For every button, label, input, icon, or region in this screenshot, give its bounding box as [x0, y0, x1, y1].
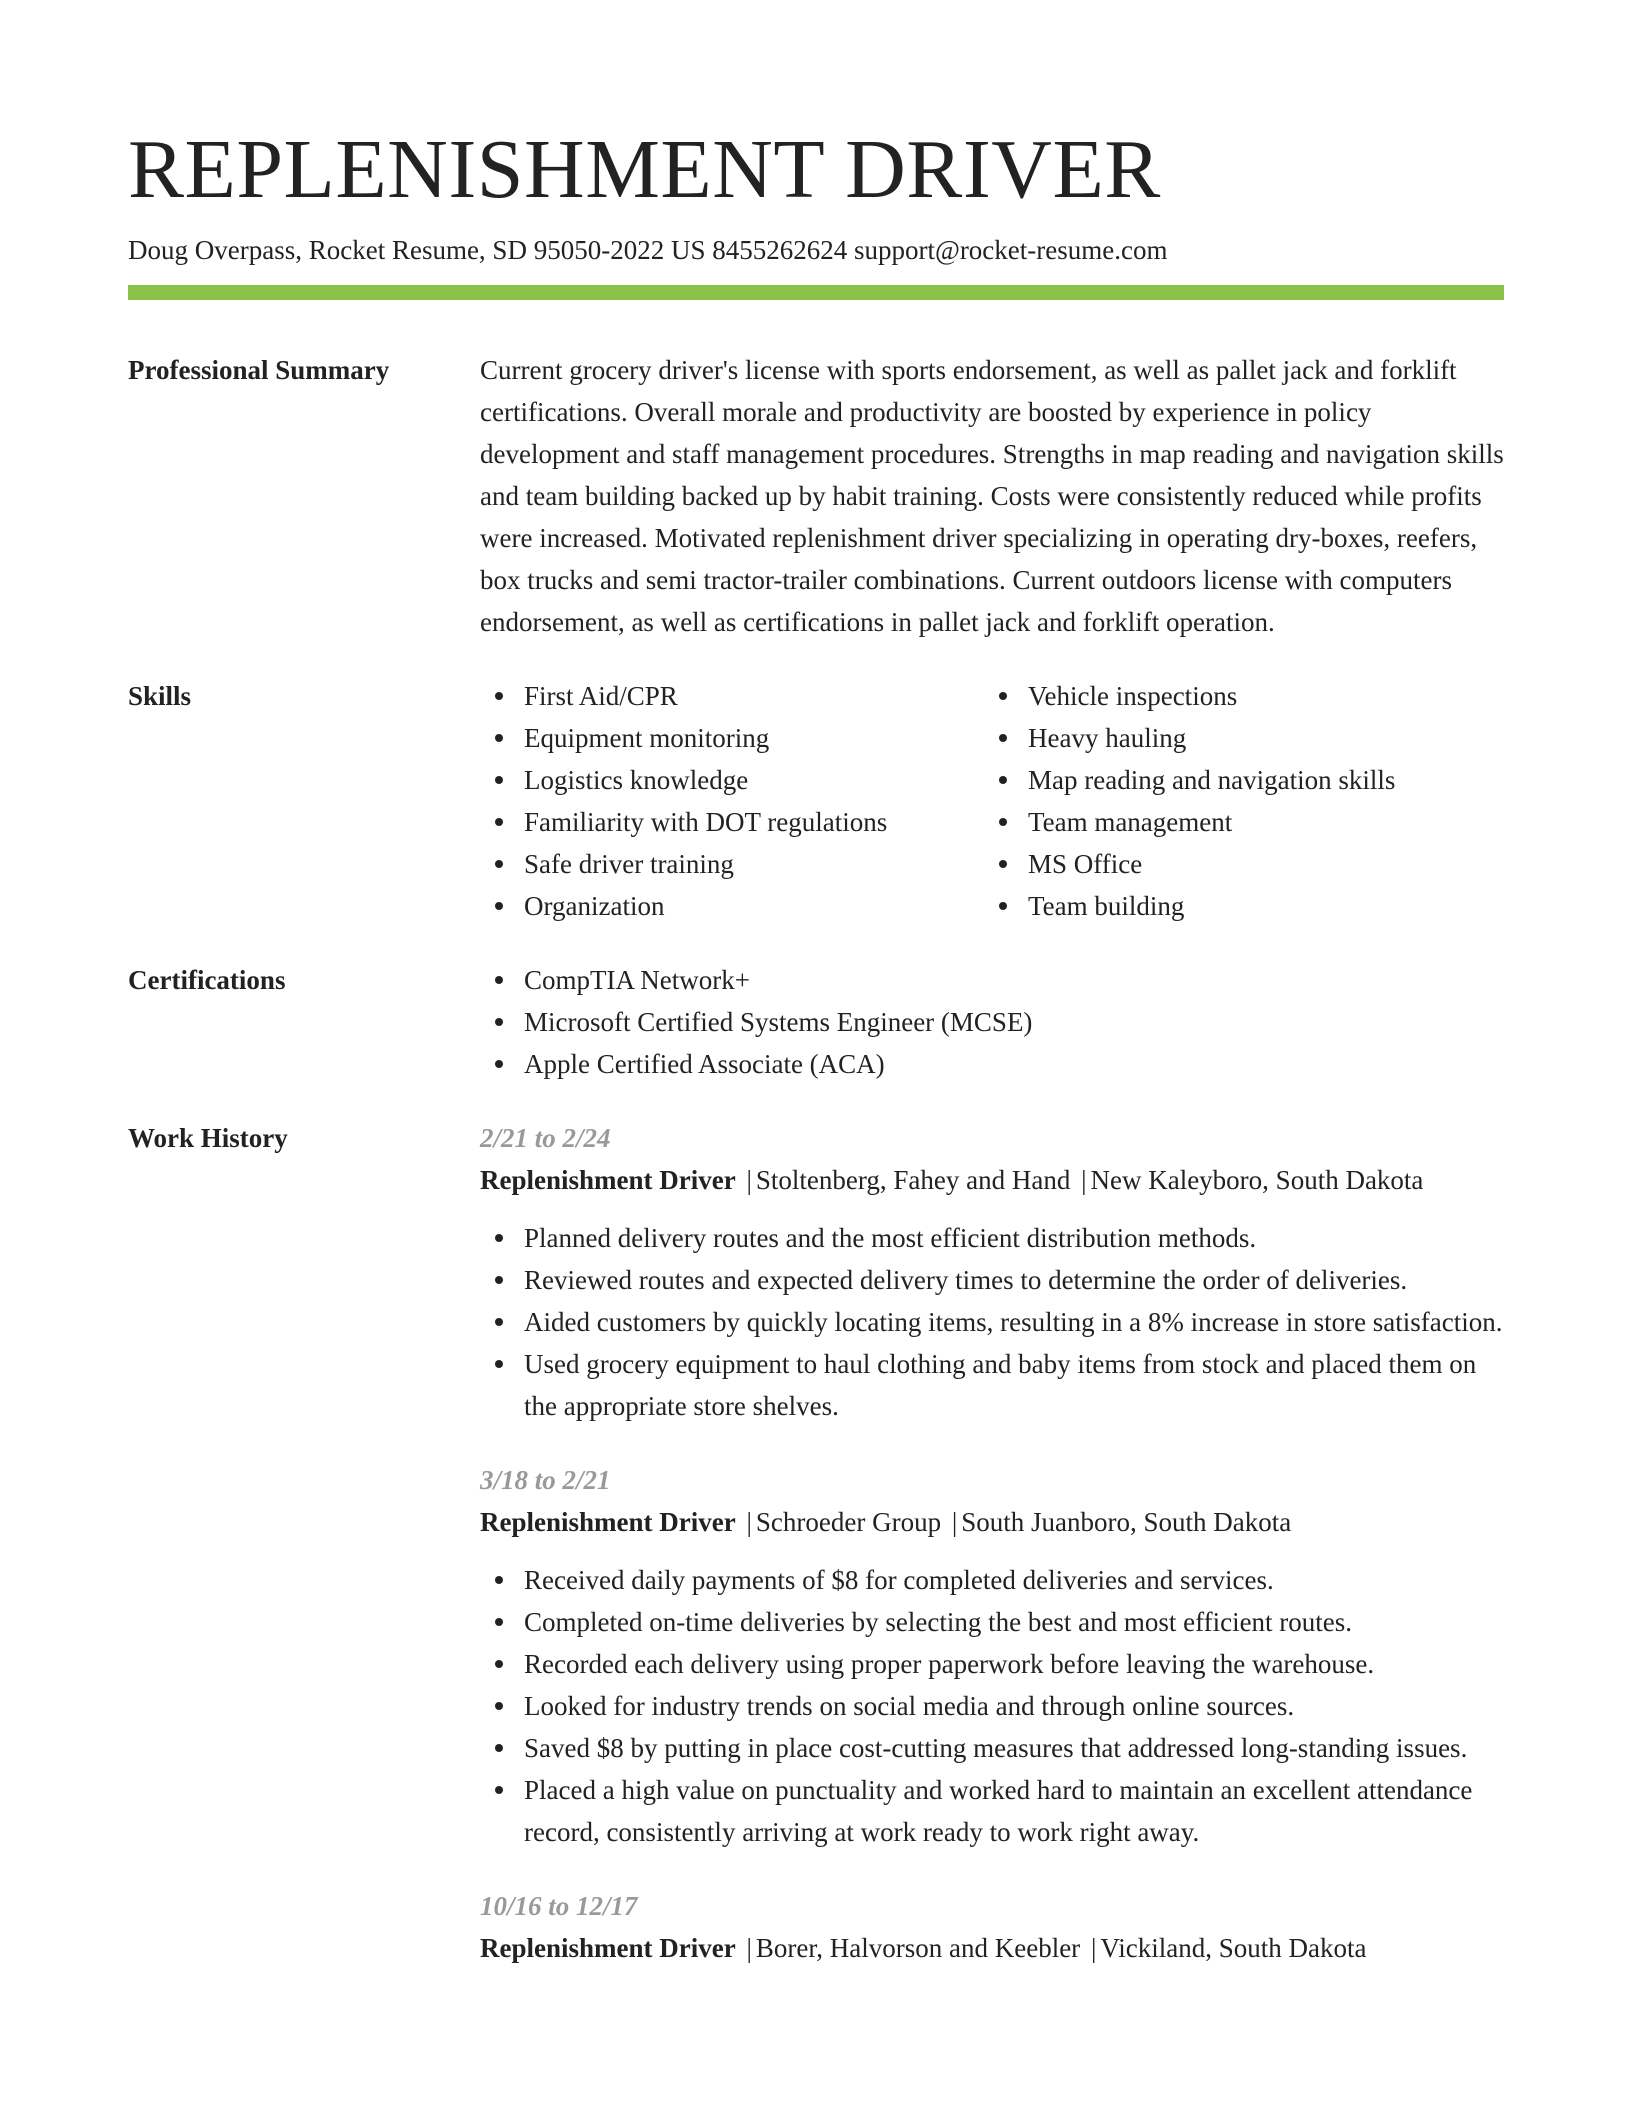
job-dates: 2/21 to 2/24: [480, 1123, 611, 1153]
skill-item: First Aid/CPR: [524, 675, 984, 717]
skill-item: Safe driver training: [524, 843, 984, 885]
job-bullet: Saved $8 by putting in place cost-cutting measures that addressed long-standing issues.: [524, 1727, 1504, 1769]
job-title: Replenishment Driver: [480, 1933, 736, 1963]
job-separator: |: [1081, 1165, 1087, 1195]
job-company: Schroeder Group: [755, 1507, 942, 1537]
job-entry: [480, 1885, 1504, 1969]
section-label-certifications: Certifications: [128, 965, 286, 995]
resume-page: [128, 0, 1504, 2001]
certifications-list: [480, 959, 1504, 1085]
skill-item: MS Office: [1028, 843, 1528, 885]
job-company: Borer, Halvorson and Keebler: [755, 1933, 1081, 1963]
job-separator: |: [951, 1507, 958, 1537]
job-bullet: Completed on-time deliveries by selecting the best and most efficient routes.: [524, 1601, 1504, 1643]
skills-list-right: [984, 675, 1528, 927]
resume-title: REPLENISHMENT DRIVER: [128, 123, 1161, 216]
certification-item: CompTIA Network+: [524, 959, 1504, 1001]
work-history-content: [480, 1117, 1504, 2001]
job-company: Stoltenberg, Fahey and Hand: [755, 1165, 1071, 1195]
job-bullet: Used grocery equipment to haul clothing and baby items from stock and placed them on the appropriate store shelves.: [524, 1343, 1504, 1427]
skills-grid: [480, 675, 1528, 927]
job-entry: [480, 1117, 1504, 1427]
skills-section: [128, 675, 1504, 927]
job-dates: 10/16 to 12/17: [480, 1891, 638, 1921]
job-bullet: Planned delivery routes and the most efficient distribution methods.: [524, 1217, 1504, 1259]
job-bullet: Recorded each delivery using proper paperwork before leaving the warehouse.: [524, 1643, 1504, 1685]
job-title: Replenishment Driver: [480, 1507, 736, 1537]
work-history-section: [128, 1117, 1504, 2001]
skill-item: Logistics knowledge: [524, 759, 984, 801]
skill-item: Equipment monitoring: [524, 717, 984, 759]
certifications-content: [480, 959, 1504, 1085]
certification-item: Apple Certified Associate (ACA): [524, 1043, 1504, 1085]
skill-item: Vehicle inspections: [1028, 675, 1528, 717]
skills-list-left: [480, 675, 984, 927]
section-label-summary: Professional Summary: [128, 355, 390, 385]
job-bullet: Received daily payments of $8 for completed deliveries and services.: [524, 1559, 1504, 1601]
certification-item: Microsoft Certified Systems Engineer (MCSE): [524, 1001, 1504, 1043]
job-bullet: Looked for industry trends on social media and through online sources.: [524, 1685, 1504, 1727]
job-bullet: Reviewed routes and expected delivery times to determine the order of deliveries.: [524, 1259, 1504, 1301]
job-heading: [480, 1159, 1504, 1201]
skill-item: Team building: [1028, 885, 1528, 927]
skill-item: Heavy hauling: [1028, 717, 1528, 759]
job-title: Replenishment Driver: [480, 1165, 736, 1195]
certifications-section: [128, 959, 1504, 1085]
job-separator: |: [746, 1165, 752, 1195]
job-entry: [480, 1459, 1504, 1853]
contact-line: Doug Overpass, Rocket Resume, SD 95050-2022 US 8455262624 support@rocket-resume.com: [128, 235, 1168, 265]
job-location: South Juanboro, South Dakota: [961, 1507, 1292, 1537]
job-bullet: Aided customers by quickly locating items, resulting in a 8% increase in store satisfaction.: [524, 1301, 1504, 1343]
job-separator: |: [1090, 1933, 1097, 1963]
job-location: New Kaleyboro, South Dakota: [1090, 1165, 1424, 1195]
accent-divider: [128, 285, 1504, 300]
job-location: Vickiland, South Dakota: [1100, 1933, 1367, 1963]
summary-text: Current grocery driver's license with sports endorsement, as well as pallet jack and forklift certifications. Overall morale and productivity are boosted by experience in policy development and staff management procedures. Strengths in map reading and navigation skills and team building backed up by habit training. Costs were consistently reduced while profits were increased. Motivated replenishment driver specializing in operating dry-boxes, reefers, box trucks and semi tractor-trailer combinations. Current outdoors license with computers endorsement, as well as certifications in pallet jack and forklift operation.: [480, 355, 1504, 637]
job-separator: |: [746, 1507, 752, 1537]
skill-item: Team management: [1028, 801, 1528, 843]
job-bullet: Placed a high value on punctuality and worked hard to maintain an excellent attendance record, consistently arriving at work ready to work right away.: [524, 1769, 1504, 1853]
job-bullets: [480, 1217, 1504, 1427]
summary-section: [128, 349, 1504, 643]
job-separator: |: [746, 1933, 752, 1963]
skill-item: Familiarity with DOT regulations: [524, 801, 984, 843]
section-label-skills: Skills: [128, 681, 192, 711]
job-heading: [480, 1501, 1504, 1543]
skill-item: Map reading and navigation skills: [1028, 759, 1528, 801]
summary-content: [480, 349, 1504, 643]
job-dates: 3/18 to 2/21: [480, 1465, 611, 1495]
job-bullets: [480, 1559, 1504, 1853]
section-label-work-history: Work History: [128, 1123, 288, 1153]
job-heading: [480, 1927, 1504, 1969]
skill-item: Organization: [524, 885, 984, 927]
